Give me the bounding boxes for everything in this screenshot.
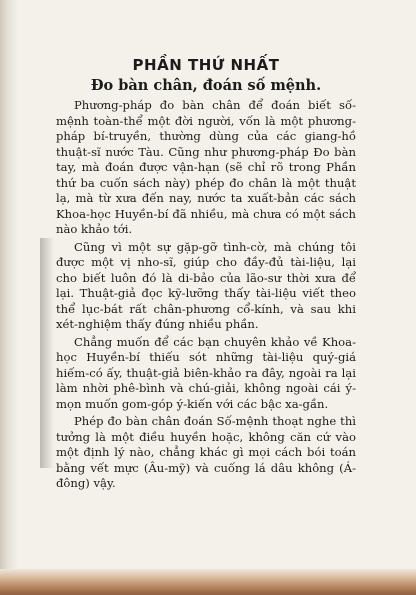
page-content — [56, 56, 356, 494]
part-title: PHẦN THỨ NHẤT — [132, 56, 280, 74]
page-bottom-edge — [0, 569, 416, 595]
paragraph-3: Chẳng muốn để các bạn chuyên khảo về Khoa-học Huyền-bí thiếu sót những tài-liệu quý-giá hiếm-có ấy, thuật-giả biên-khảo ra đây, ngoài ra lại làm nhời phê-bình và chú-giải, không ngoài cái ý-mọn muốn gom-góp ý-kiến với các bậc xa-gần. — [56, 334, 356, 411]
chapter-title: Đo bàn chân, đoán số mệnh. — [90, 77, 322, 94]
paragraph-4: Phép đo bàn chân đoán Số-mệnh thoạt nghe thì tưởng là một điều huyền hoặc, không căn cứ vào một định lý nào, chẳng khác gì mọi cách bói toán bằng vết mực (Âu-mỹ) và cuống lá dâu không (Á-đông) vậy. — [56, 414, 356, 490]
scan-smudge — [40, 238, 54, 468]
paragraph-2: Cũng vì một sự gặp-gỡ tình-cờ, mà chúng tôi được một vị nho-sĩ, giúp cho đầy-đủ tài-liệu, lại cho biết luôn đó là di-bảo của lão-sư thời xưa để lại. Thuật-giả đọc kỹ-lưỡng thấy tài-liệu viết theo thể lục-bát rất chân-phương cổ-kính, và sau khi xét-nghiệm thấy đúng nhiều phần. — [56, 239, 356, 331]
paragraph-1: Phương-pháp đo bàn chân để đoán biết số-mệnh toàn-thể một đời người, vốn là một phương-pháp bí-truyền, thường dùng của các giang-hồ thuật-sĩ nước Tàu. Cũng như phương-pháp Đo bàn tay, mà đoán được vận-hạn (sẽ chỉ rõ trong Phần thứ ba cuốn sách này) phép đo chân là một thuật lạ, mà từ xưa đến nay, nước ta xuất-bản các sách Khoa-học Huyền-bí đã nhiều, mà chưa có một sách nào khảo tới. — [56, 98, 356, 236]
page-gutter-shadow — [0, 0, 18, 595]
